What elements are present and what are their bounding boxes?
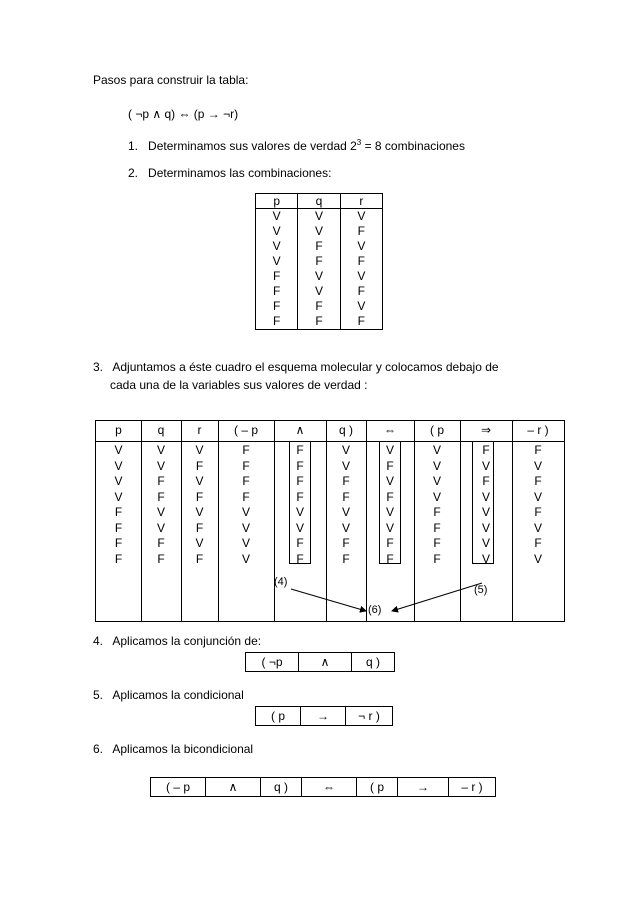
formula: ( ¬p ∧ q) ⇔ (p → ¬r) [128, 107, 239, 121]
label-6: (6) [368, 604, 382, 616]
column-q: V V F F V V F F [298, 209, 340, 330]
column-r: V F V F V F V F [340, 209, 382, 330]
step-6-number: 6. [93, 742, 104, 756]
header-q2: q ) [338, 423, 353, 437]
step-3-line1: Adjuntamos a éste cuadro el esquema molecular y colocamos debajo de [112, 360, 499, 374]
step-4 [93, 634, 261, 648]
column-r-values: V F V F V F V F [195, 443, 204, 566]
cell-implies: → [397, 778, 448, 796]
header-p2: ( p [429, 423, 444, 437]
cell-and: ∧ [298, 653, 351, 671]
cell-not-r: ¬ r ) [345, 707, 392, 725]
step-4-number: 4. [93, 634, 104, 648]
cell-biconditional: ⇔ [301, 778, 356, 796]
cell-not-p: ( – p [165, 780, 190, 794]
column-biconditional-values: V F V F V V F F [385, 443, 394, 566]
header-p: p [115, 423, 122, 437]
step-1-exponent: 3 [356, 138, 362, 147]
conjunction-box [245, 652, 395, 672]
header-p: p [256, 194, 298, 209]
header-and: ∧ [295, 423, 305, 437]
cell-implies: → [300, 707, 345, 725]
label-4: (4) [274, 576, 288, 588]
cell-q: q ) [260, 778, 301, 796]
step-3-line2: cada una de la variables sus valores de verdad : [110, 378, 368, 392]
step-2 [128, 166, 331, 180]
column-q2-values: V V F F V V F F [341, 443, 350, 566]
header-not-p: ( – p [233, 423, 258, 437]
step-1 [128, 138, 465, 153]
cell-p: ( p [356, 778, 397, 796]
step-5 [93, 688, 244, 702]
step-6 [93, 742, 253, 756]
step-1-rest: = 8 combinaciones [361, 139, 465, 153]
step-5-text: Aplicamos la condicional [112, 688, 244, 702]
header-biconditional: ⇔ [384, 423, 396, 437]
intro-text: Pasos para construir la tabla: [93, 73, 249, 87]
arrow-4-to-6 [291, 589, 366, 611]
truth-table [95, 420, 565, 622]
cell-and: ∧ [205, 778, 260, 796]
conditional-box [255, 706, 393, 726]
column-p: V V V V F F F F [256, 209, 298, 330]
step-5-number: 5. [93, 688, 104, 702]
step-6-text: Aplicamos la bicondicional [112, 742, 254, 756]
header-not-r: – r ) [527, 423, 549, 437]
column-p2-values: V V V V F F F F [432, 443, 441, 566]
column-not-r-values: F V F V F V F V [533, 443, 542, 566]
arrows [96, 421, 564, 621]
header-implies: ⇒ [480, 423, 492, 437]
column-q-values: V V F F V V F F [156, 443, 165, 566]
step-3 [93, 360, 499, 374]
biconditional-box [150, 777, 496, 797]
step-4-text: Aplicamos la conjunción de: [112, 634, 262, 648]
column-and-values: F F F F V V F F [295, 443, 304, 566]
label-5: (5) [474, 584, 488, 596]
column-p-values: V V V V F F F F [114, 443, 123, 566]
cell-q: q ) [351, 653, 394, 671]
cell-not-p: ( ¬p [261, 655, 283, 669]
step-1-text: Determinamos sus valores de verdad 2 [148, 139, 357, 153]
arrow-5-to-6 [392, 583, 482, 611]
header-r: r [340, 194, 382, 209]
step-1-number: 1. [128, 139, 139, 153]
column-not-p-values: F F F F V V V V [241, 443, 250, 566]
step-2-number: 2. [128, 166, 139, 180]
header-r: r [197, 423, 202, 437]
cell-p: ( p [270, 709, 285, 723]
step-3-number: 3. [93, 360, 104, 374]
header-q: q [157, 423, 165, 437]
cell-not-r: – r ) [448, 778, 495, 796]
combinations-table [255, 193, 383, 330]
header-q: q [298, 194, 340, 209]
step-2-text: Determinamos las combinaciones: [148, 166, 332, 180]
column-implies-values: F V F V V V V V [481, 443, 490, 566]
